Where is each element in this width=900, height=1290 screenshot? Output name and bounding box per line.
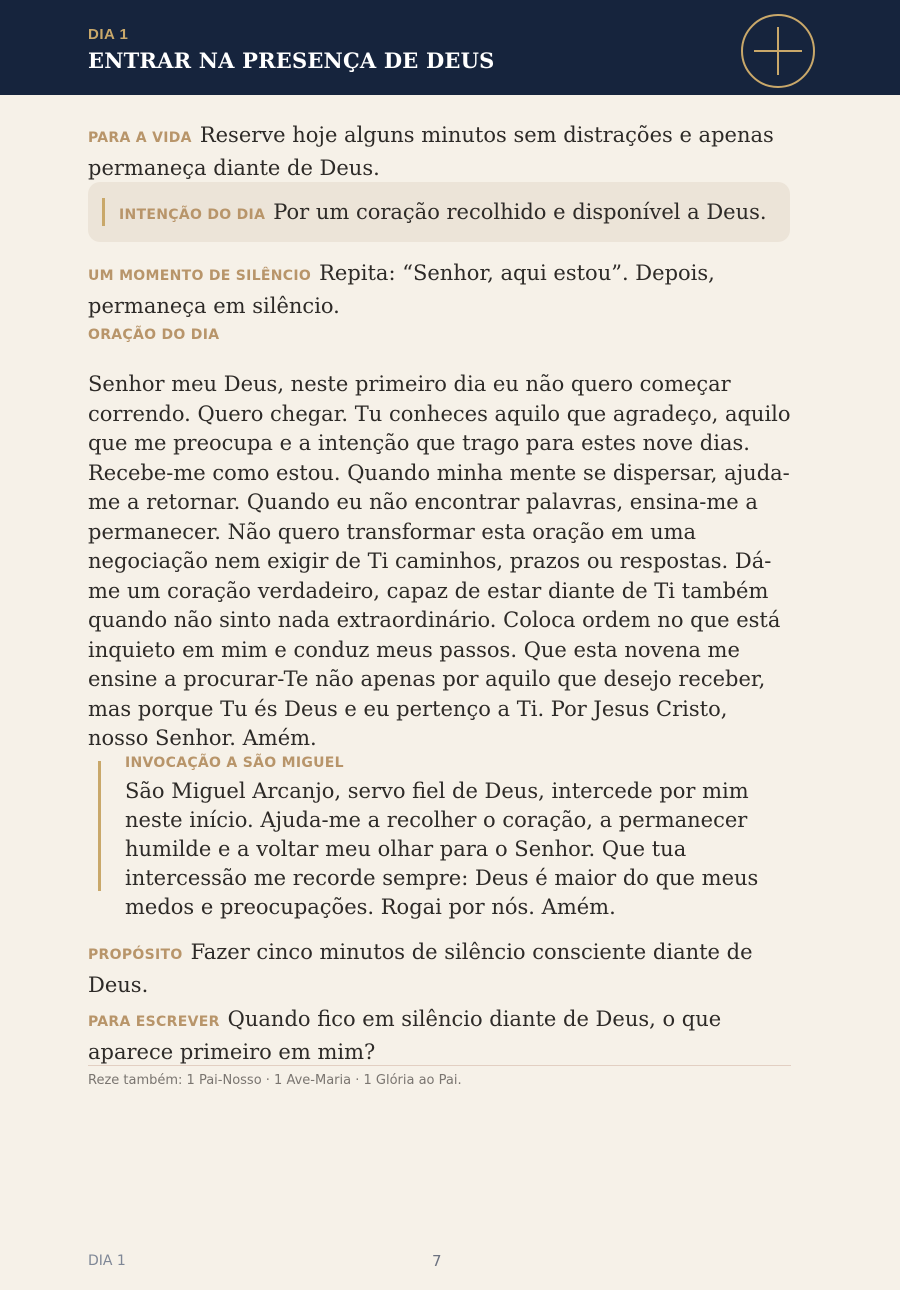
- para-a-vida-section: [88, 120, 788, 183]
- intencao-text: Por um coração recolhido e disponível a Deus.: [273, 200, 767, 224]
- intencao-label: INTENÇÃO DO DIA: [119, 207, 266, 223]
- proposito-text: Fazer cinco minutos de silêncio consciente diante de Deus.: [88, 940, 753, 997]
- intencao-callout: [88, 182, 790, 242]
- page-title: ENTRAR NA PRESENÇA DE DEUS: [88, 48, 495, 73]
- para-a-vida-label: PARA A VIDA: [88, 130, 192, 146]
- cross-circle-icon: [740, 13, 816, 89]
- callout-accent-bar: [102, 198, 105, 226]
- invocacao-label: INVOCAÇÃO A SÃO MIGUEL: [125, 755, 344, 771]
- invocacao-accent-bar: [98, 761, 101, 891]
- para-a-vida-text: Reserve hoje alguns minutos sem distrações e apenas permaneça diante de Deus.: [88, 123, 774, 180]
- invocacao-text: São Miguel Arcanjo, servo fiel de Deus, intercede por mim neste início. Ajuda-me a recolher o coração, a permanecer humilde e a voltar meu olhar para o Senhor. Que tua intercessão me recorde sempre: Deus é maior do que meus medos e preocupações. Rogai por nós. Amém.: [125, 779, 759, 919]
- oracao-label: ORAÇÃO DO DIA: [88, 327, 220, 343]
- para-escrever-text: Quando fico em silêncio diante de Deus, o que aparece primeiro em mim?: [88, 1007, 722, 1064]
- para-escrever-label: PARA ESCREVER: [88, 1014, 220, 1030]
- silencio-text: Repita: “Senhor, aqui estou”. Depois, permaneça em silêncio.: [88, 261, 715, 318]
- footer-note: Reze também: 1 Pai-Nosso · 1 Ave-Maria · 1 Glória ao Pai.: [88, 1073, 462, 1088]
- proposito-section: [88, 937, 788, 1000]
- divider: [88, 1065, 791, 1066]
- day-label: DIA 1: [88, 26, 129, 43]
- para-escrever-section: [88, 1004, 788, 1067]
- oracao-text: Senhor meu Deus, neste primeiro dia eu não quero começar correndo. Quero chegar. Tu conheces aquilo que agradeço, aquilo que me preocupa e a intenção que trago para estes nove dias. Recebe-me como estou. Quando minha mente se dispersar, ajuda-me a retornar. Quando eu não encontrar palavras, ensina-me a permanecer. Não quero transformar esta oração em uma negociação nem exigir de Ti caminhos, prazos ou respostas. Dá-me um coração verdadeiro, capaz de estar diante de Ti também quando não sinto nada extraordinário. Coloca ordem no que está inquieto em mim e conduz meus passos. Que esta novena me ensine a procurar-Te não apenas por aquilo que desejo receber, mas porque Tu és Deus e eu pertenço a Ti. Por Jesus Cristo, nosso Senhor. Amém.: [88, 372, 791, 750]
- page-header: [0, 0, 900, 95]
- silencio-section: [88, 258, 788, 321]
- page-number: 7: [432, 1252, 442, 1270]
- silencio-label: UM MOMENTO DE SILÊNCIO: [88, 268, 312, 284]
- proposito-label: PROPÓSITO: [88, 947, 183, 963]
- footer-day: DIA 1: [88, 1253, 126, 1269]
